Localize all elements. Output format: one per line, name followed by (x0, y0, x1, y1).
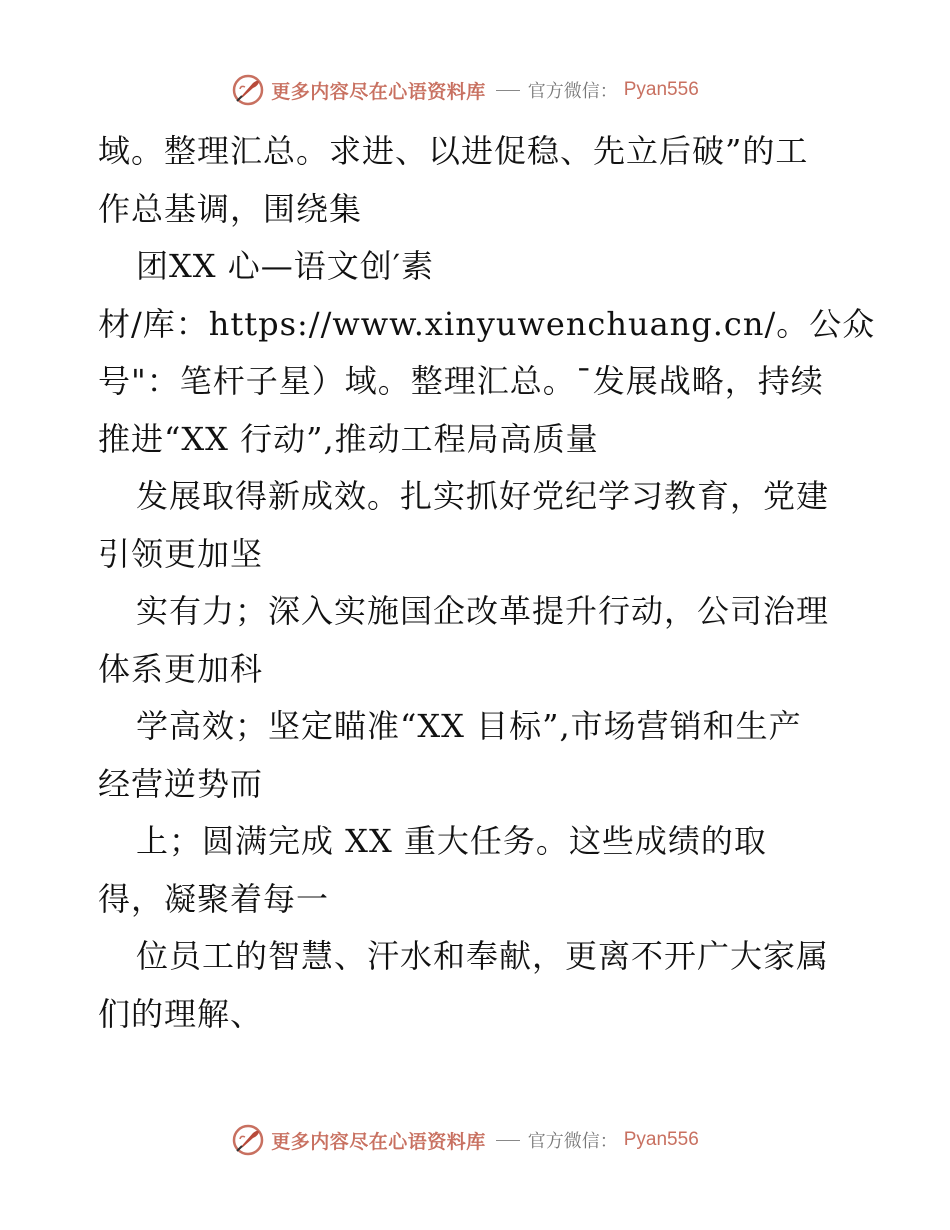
quill-pen-logo-icon (231, 1123, 265, 1157)
text-line: 位员工的智慧、汗水和奉献，更离不开广大家属 (136, 937, 830, 975)
text-line: 上；圆满完成 XX 重大任务。这些成绩的取 (136, 822, 767, 860)
banner-subtitle: 官方微信： (527, 81, 618, 102)
header-banner-content (231, 73, 699, 107)
text-line: 团XX 心—语文创′素 (136, 247, 435, 285)
text-line: 学高效；坚定瞄准“XX 目标”,市场营销和生产 (136, 707, 802, 745)
banner-title: 更多内容尽在心语资料库 (271, 80, 486, 103)
text-line: 推进“XX 行动”,推动工程局高质量 (98, 419, 599, 458)
quill-pen-logo-icon (231, 73, 265, 107)
text-line: 域。整理汇总。求进、以进促稳、先立后破”的工 (98, 132, 809, 170)
banner-wechat-id: Pyan556 (623, 1129, 699, 1150)
text-line: 号"：笔杆子星）域。整理汇总。¯发展战略，持续 (98, 362, 824, 400)
text-line: 体系更加科 (98, 649, 264, 688)
text-line: 材/库：https://www.xinyuwenchuang.cn/。公众 (98, 304, 876, 343)
document-body (98, 123, 876, 1043)
text-line: 经营逆势而 (98, 764, 264, 803)
text-line: 引领更加坚 (98, 534, 264, 573)
banner-divider (496, 90, 520, 91)
text-line: 实有力；深入实施国企改革提升行动，公司治理 (136, 592, 830, 630)
footer-banner-content (231, 1123, 699, 1157)
footer-banner (0, 1120, 950, 1160)
banner-wechat-id: Pyan556 (623, 79, 699, 100)
header-banner (0, 70, 950, 110)
text-line: 得，凝聚着每一 (98, 879, 330, 918)
banner-title: 更多内容尽在心语资料库 (271, 1130, 486, 1153)
banner-divider (496, 1140, 520, 1141)
text-line: 发展取得新成效。扎实抓好党纪学习教育，党建 (136, 477, 830, 515)
banner-subtitle: 官方微信： (527, 1131, 618, 1152)
text-line: 们的理解、 (98, 994, 264, 1033)
text-line: 作总基调，围绕集 (98, 189, 363, 228)
